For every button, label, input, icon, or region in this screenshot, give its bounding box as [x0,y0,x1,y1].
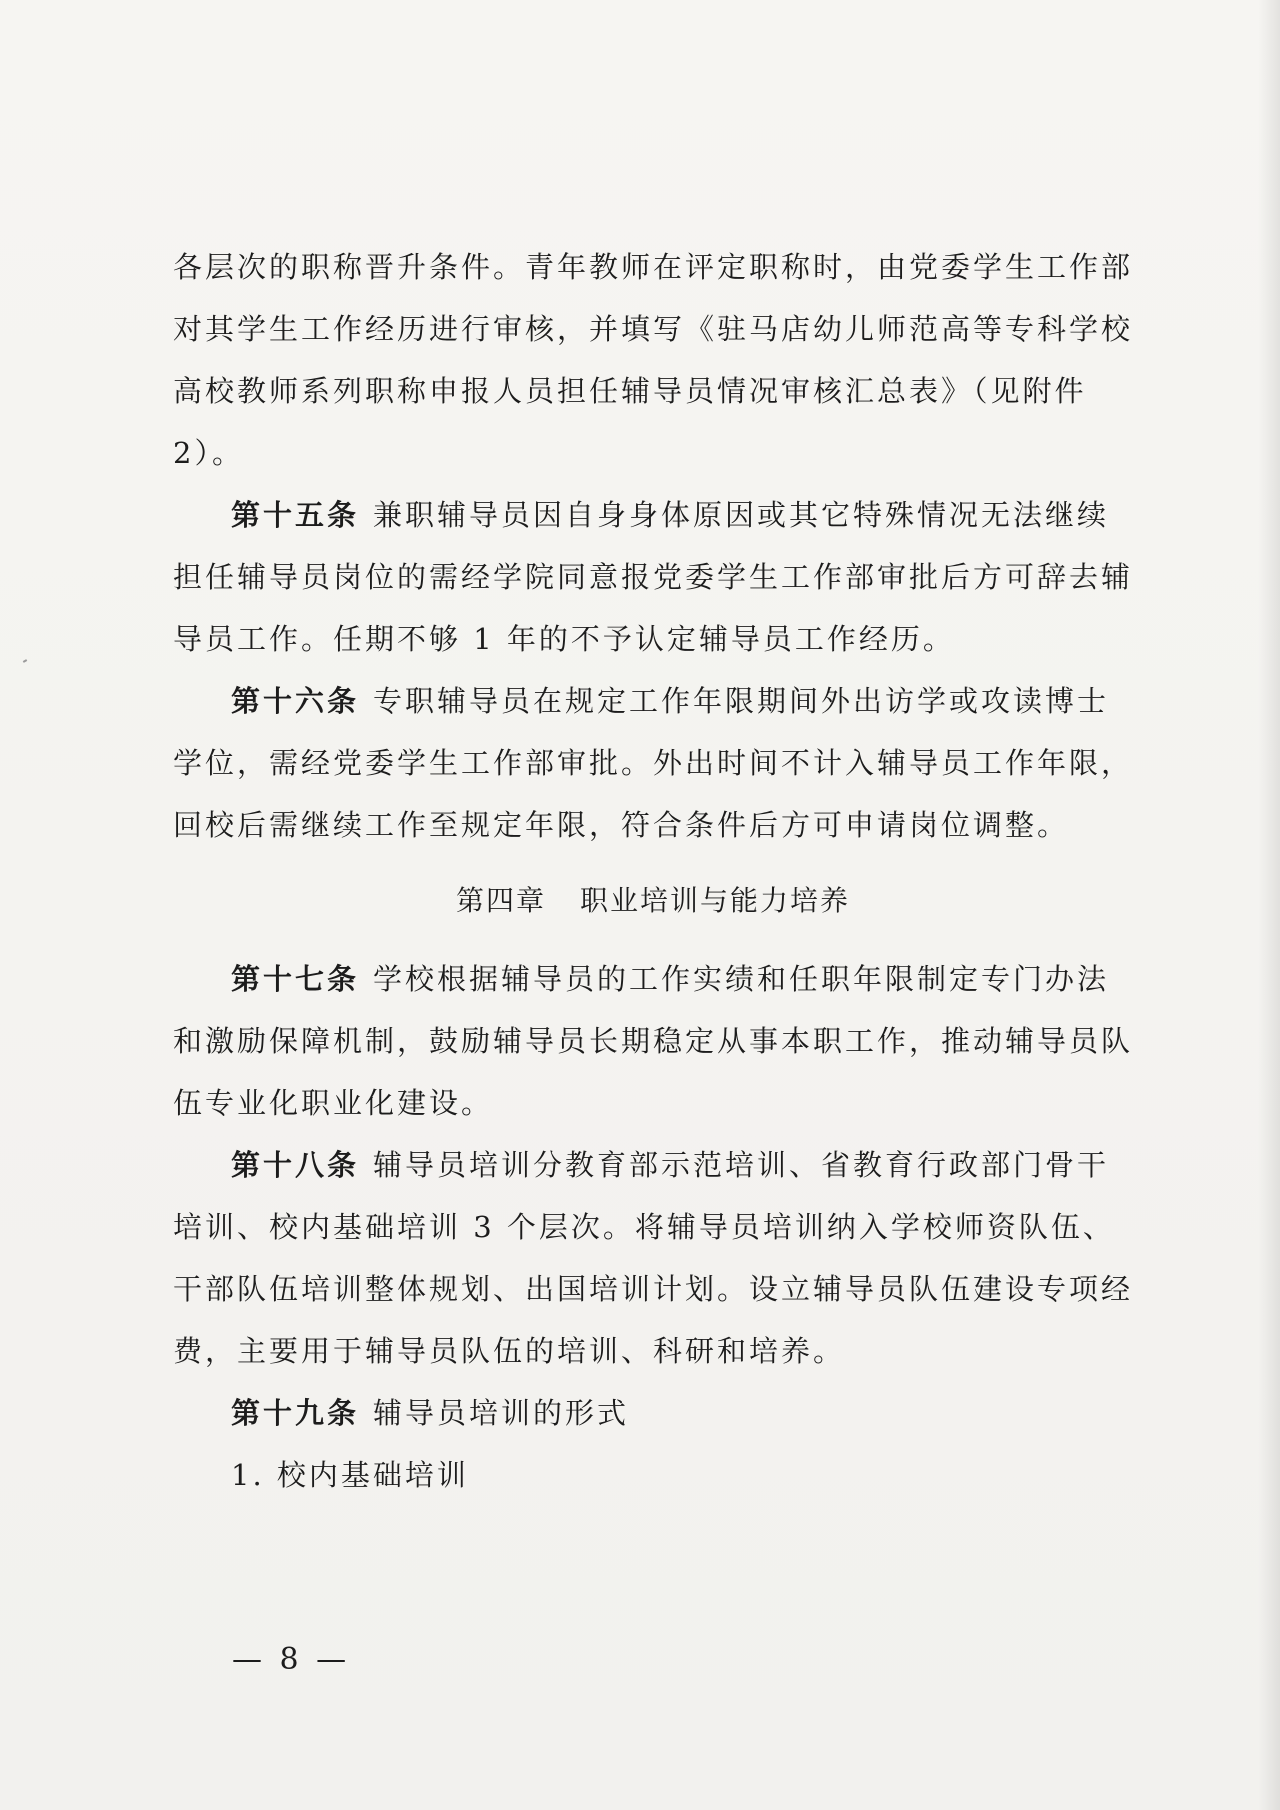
page-edge-shadow [1258,0,1280,1810]
article-16 [173,670,1133,856]
chapter-heading [173,870,1133,932]
list-item [173,1444,1133,1506]
article-19 [173,1382,1133,1444]
list-item-text: 1. 校内基础培训 [231,1458,469,1492]
paragraph-continuation [173,236,1133,484]
document-body [173,236,1133,1506]
article-label: 第十六条 [231,684,360,718]
chapter-title: 职业培训与能力培养 [580,884,851,917]
article-text: 学校根据辅导员的工作实绩和任职年限制定专门办法和激励保障机制，鼓励辅导员长期稳定从事本职工作，推动辅导员队伍专业化职业化建设。 [173,962,1134,1120]
chapter-number: 第四章 [455,884,546,917]
article-17 [173,948,1133,1134]
paragraph-text: 各层次的职称晋升条件。青年教师在评定职称时，由党委学生工作部对其学生工作经历进行审核，并填写《驻马店幼儿师范高等专科学校高校教师系列职称申报人员担任辅导员情况审核汇总表》（见附件 2）。 [173,250,1134,470]
article-text: 专职辅导员在规定工作年限期间外出访学或攻读博士学位，需经党委学生工作部审批。外出时间不计入辅导员工作年限，回校后需继续工作至规定年限，符合条件后方可申请岗位调整。 [173,684,1134,842]
article-text: 辅导员培训分教育部示范培训、省教育行政部门骨干培训、校内基础培训 3 个层次。将辅导员培训纳入学校师资队伍、干部队伍培训整体规划、出国培训计划。设立辅导员队伍建设专项经费，主要用于辅导员队伍的培训、科研和培养。 [173,1148,1134,1368]
article-18 [173,1134,1133,1382]
article-label: 第十七条 [231,962,360,996]
article-label: 第十九条 [231,1396,360,1430]
article-15 [173,484,1133,670]
scan-speck [23,659,27,663]
article-label: 第十五条 [231,498,360,532]
page-number: — 8 — [232,1642,351,1677]
article-text: 辅导员培训的形式 [373,1396,630,1430]
article-label: 第十八条 [231,1148,360,1182]
article-text: 兼职辅导员因自身身体原因或其它特殊情况无法继续担任辅导员岗位的需经学院同意报党委学生工作部审批后方可辞去辅导员工作。任期不够 1 年的不予认定辅导员工作经历。 [173,498,1134,656]
